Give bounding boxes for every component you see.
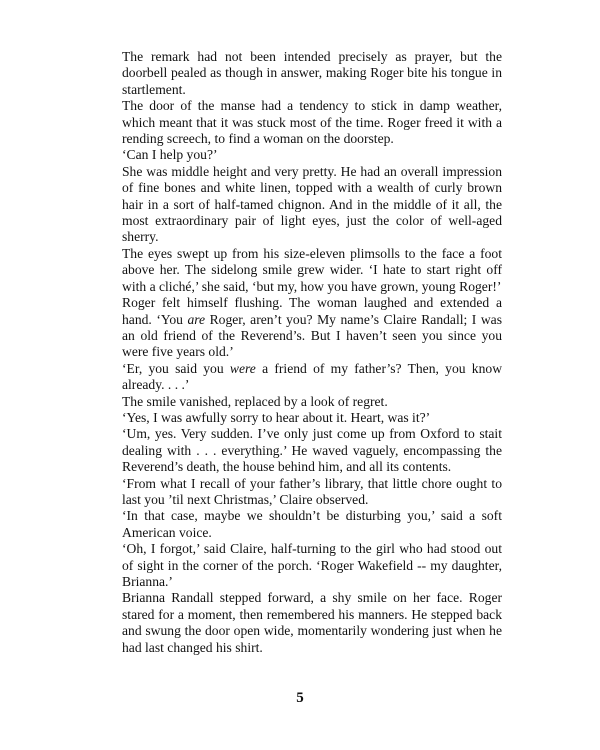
paragraph	[122, 508, 502, 541]
paragraph	[122, 164, 502, 246]
text-run: The door of the manse had a tendency to stick in damp weather, which meant that it was stuck most of the time. Roger freed it with a rending screech, to find a woman on the doorstep.	[122, 98, 502, 147]
text-run: ‘Oh, I forgot,’ said Claire, half-turning to the girl who had stood out of sight in the corner of the porch. ‘Roger Wakefield -- my daughter, Brianna.’	[122, 541, 502, 589]
text-run: ‘Er, you said you	[122, 360, 230, 376]
paragraph	[122, 590, 502, 656]
page-number: 5	[296, 690, 304, 706]
paragraph	[122, 147, 502, 163]
text-run: The eyes swept up from his size-eleven plimsolls to the face a foot above her. The sidelong smile grew wider. ‘I hate to start right off with a cliché,’ she said, ‘but my, how you have grown, young Roger!’	[122, 245, 502, 294]
text-run: The remark had not been intended precisely as prayer, but the doorbell pealed as though in answer, making Roger bite his tongue in startlement.	[122, 49, 502, 97]
italic-text: are	[187, 311, 206, 327]
body-text	[122, 49, 502, 656]
paragraph	[122, 410, 502, 426]
paragraph	[122, 49, 502, 98]
text-run: The smile vanished, replaced by a look of regret.	[122, 393, 388, 409]
text-run: ‘Um, yes. Very sudden. I’ve only just come up from Oxford to stait dealing with . . . everything.’ He waved vaguely, encompassing the Reverend’s death, the house behind him, and all its contents.	[122, 426, 502, 475]
text-run: Roger felt himself flushing. The woman laughed and extended a hand. ‘You	[122, 295, 502, 327]
italic-text: were	[229, 360, 256, 376]
paragraph	[122, 246, 502, 295]
paragraph	[122, 541, 502, 590]
paragraph	[122, 426, 502, 475]
text-run: ‘Can I help you?’	[122, 147, 218, 163]
paragraph	[122, 98, 502, 147]
text-run: ‘In that case, maybe we shouldn’t be disturbing you,’ said a soft American voice.	[122, 508, 502, 540]
paragraph	[122, 295, 502, 361]
text-run: She was middle height and very pretty. He had an overall impression of fine bones and white linen, topped with a wealth of curly brown hair in a sort of half-tamed chignon. And in the middle of it all, the most extraordinary pair of light eyes, just the color of well-aged sherry.	[122, 163, 502, 245]
paragraph	[122, 476, 502, 509]
text-run: Brianna Randall stepped forward, a shy smile on her face. Roger stared for a moment, then remembered his manners. He stepped back and swung the door open wide, momentarily wondering just when he had last changed his shirt.	[122, 590, 502, 655]
text-run: ‘Yes, I was awfully sorry to hear about it. Heart, was it?’	[122, 409, 431, 425]
text-run: a friend of my father’s? Then, you know already. . . .’	[122, 360, 503, 393]
text-run: ‘From what I recall of your father’s library, that little chore ought to last you ’til next Christmas,’ Claire observed.	[122, 475, 502, 507]
text-run: Roger, aren’t you? My name’s Claire Randall; I was an old friend of the Reverend’s. But I haven’t seen you since you were five years old.’	[122, 311, 502, 360]
paragraph	[122, 361, 502, 394]
paragraph	[122, 394, 502, 410]
